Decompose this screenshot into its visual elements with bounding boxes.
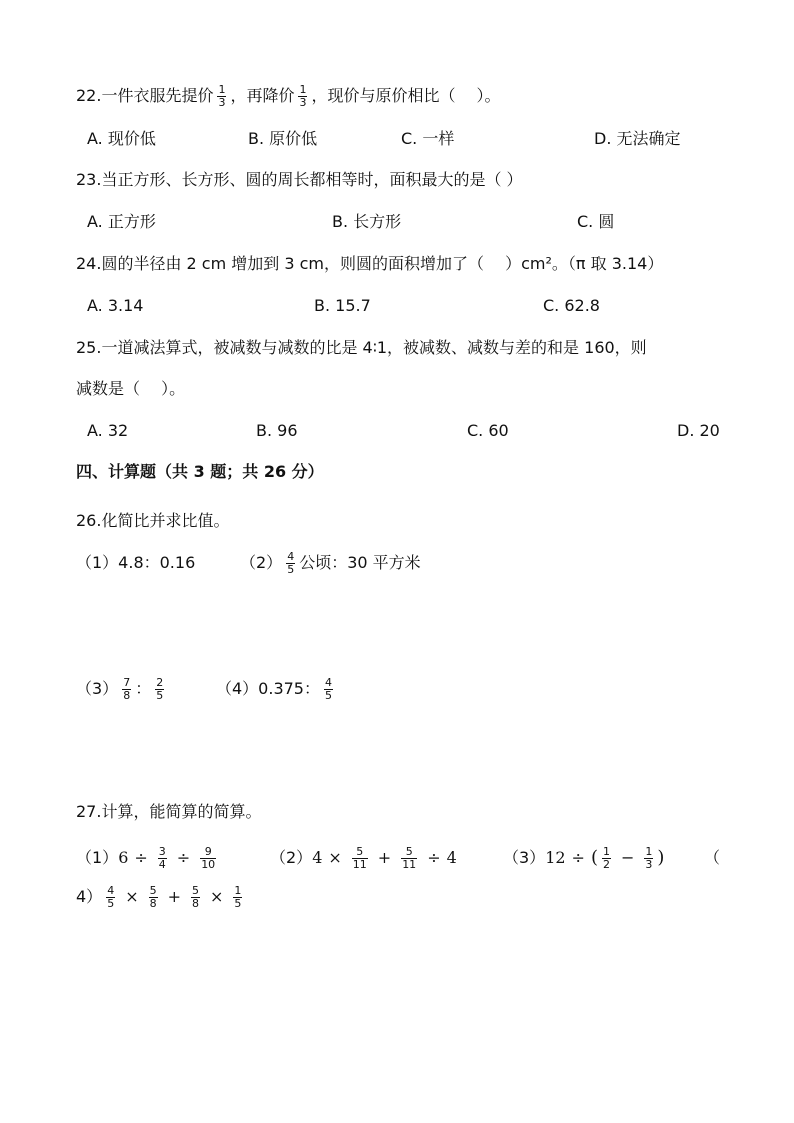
question-22 <box>76 84 501 109</box>
q22-option-a: A. 现价低 <box>87 129 156 148</box>
q23-option-b: B. 长方形 <box>332 212 402 231</box>
q26-item-3-fraction-a: $\frac{7}{8}$ <box>123 676 131 702</box>
q27-expr-3-frac-c: $\frac{1}{3}$ <box>645 845 653 871</box>
q26-item-2-rest: 公顷：30 平方米 <box>299 553 421 572</box>
q27-expr-1-frac-b: $\frac{3}{4}$ <box>158 845 166 871</box>
q27-expr-1-frac-c: $\frac{9}{10}$ <box>201 845 216 871</box>
q27-expr-2-frac-b: $\frac{5}{11}$ <box>352 845 367 871</box>
q22-fraction-2: $\frac{1}{3}$ <box>299 83 307 109</box>
q26-item-2 <box>240 551 421 576</box>
question-27-title: 27.计算，能简算的简算。 <box>76 802 262 821</box>
q27-expr-4-frac-c: $\frac{5}{8}$ <box>192 884 199 910</box>
question-25-line-2: 减数是（ ）。 <box>76 379 186 398</box>
q27-expr-4-label: 4） <box>76 887 103 906</box>
q26-item-2-fraction: $\frac{4}{5}$ <box>287 550 295 576</box>
q24-option-b: B. 15.7 <box>314 296 371 315</box>
question-23: 23.当正方形、长方形、圆的周长都相等时，面积最大的是（ ） <box>76 170 523 189</box>
q27-expr-4: 4） $\frac{4}{5}$ × $\frac{5}{8}$ + $\frac{5}{8}$ × $\frac{1}{5}$ <box>76 884 242 910</box>
q26-item-3-sep: ： <box>135 679 152 698</box>
q24-option-c: C. 62.8 <box>543 296 600 315</box>
q26-item-3-label: （3） <box>76 679 119 698</box>
q27-expr-3: （3）12 ÷ ( $\frac{1}{2}$ − $\frac{1}{3}$ ) <box>503 845 665 871</box>
q25-option-a: A. 32 <box>87 421 129 440</box>
q26-item-4 <box>216 677 337 702</box>
q27-expr-1-label: （1） <box>76 848 119 867</box>
q26-item-4-fraction: $\frac{4}{5}$ <box>325 676 332 702</box>
section-title: 四、计算题（共 3 题；共 26 分） <box>76 462 324 481</box>
q26-item-4-label: （4）0.375： <box>216 679 320 698</box>
q25-option-b: B. 96 <box>256 421 298 440</box>
q27-expr-3-label: （3） <box>503 848 546 867</box>
q27-expr-4-open-paren: （ <box>704 848 721 867</box>
q27-expr-2: （2）4 × $\frac{5}{11}$ + $\frac{5}{11}$ ÷ 4 <box>270 845 457 871</box>
q22-option-d: D. 无法确定 <box>594 129 681 148</box>
q26-item-3-fraction-b: $\frac{2}{5}$ <box>156 676 164 702</box>
q27-expr-1: （1）6 ÷ $\frac{3}{4}$ ÷ $\frac{9}{10}$ <box>76 845 216 871</box>
q27-expr-2-frac-c: $\frac{5}{11}$ <box>402 845 417 871</box>
q27-expr-4-frac-b: $\frac{5}{8}$ <box>149 884 157 910</box>
q27-expr-3-frac-b: $\frac{1}{2}$ <box>602 845 610 871</box>
q25-option-d: D. 20 <box>677 421 720 440</box>
question-26-title: 26.化简比并求比值。 <box>76 511 230 530</box>
q27-expr-4-frac-a: $\frac{4}{5}$ <box>107 884 115 910</box>
q26-item-1: （1）4.8：0.16 <box>76 553 196 572</box>
question-24: 24.圆的半径由 2 cm 增加到 3 cm，则圆的面积增加了（ ）cm²。（π 取 3.14） <box>76 254 664 273</box>
q27-expr-2-label: （2） <box>270 848 313 867</box>
q22-option-c: C. 一样 <box>401 129 455 148</box>
q22-option-b: B. 原价低 <box>248 129 318 148</box>
q22-prefix: 22.一件衣服先提价 <box>76 86 214 105</box>
q26-item-3 <box>76 677 168 702</box>
q22-suffix: ，现价与原价相比（ ）。 <box>311 86 501 105</box>
q25-option-c: C. 60 <box>467 421 509 440</box>
question-25-line-1: 25.一道减法算式，被减数与减数的比是 4∶1，被减数、减数与差的和是 160，则 <box>76 338 647 357</box>
q23-option-a: A. 正方形 <box>87 212 156 231</box>
q22-fraction-1: $\frac{1}{3}$ <box>218 83 226 109</box>
q26-item-2-label: （2） <box>240 553 283 572</box>
q24-option-a: A. 3.14 <box>87 296 144 315</box>
q27-expr-4-frac-d: $\frac{1}{5}$ <box>234 884 242 910</box>
q23-option-c: C. 圆 <box>577 212 615 231</box>
q22-mid: ，再降价 <box>230 86 295 105</box>
